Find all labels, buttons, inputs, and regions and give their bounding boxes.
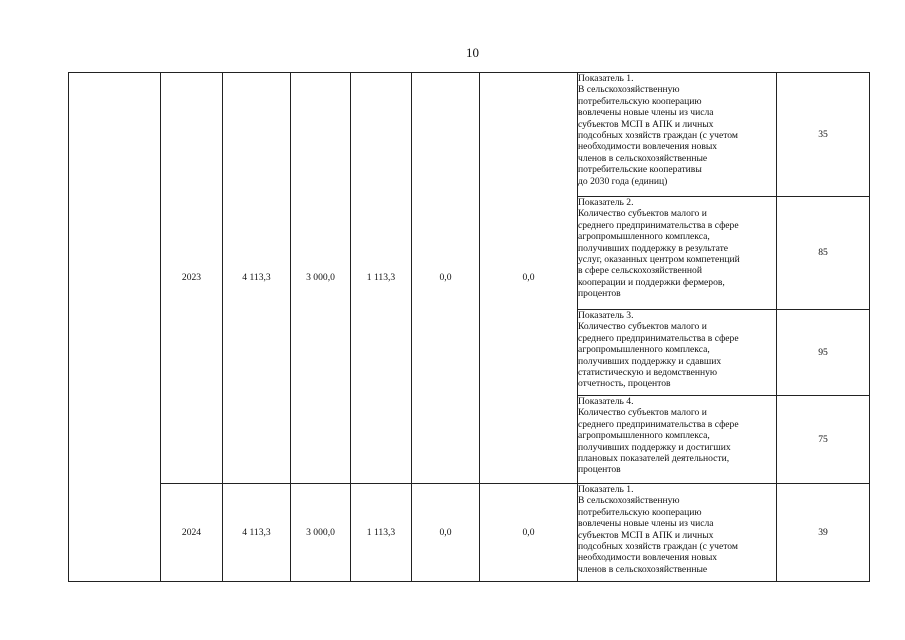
amount-cell: 0,0 bbox=[412, 73, 480, 484]
year-cell: 2024 bbox=[161, 484, 223, 582]
indicator-value: 39 bbox=[777, 484, 870, 582]
empty-merged-cell bbox=[69, 73, 161, 582]
total-cell: 4 113,3 bbox=[223, 73, 291, 484]
amount-cell: 1 113,3 bbox=[351, 484, 412, 582]
indicator-text: Показатель 4. Количество субъектов малого и среднего предпринимательства в сфере агропромышленного комплекса, получивших поддержку и достигших плановых показателей деятельности, процентов bbox=[578, 396, 777, 484]
indicator-text: Показатель 1. В сельскохозяйственную потребительскую кооперацию вовлечены новые члены из числа субъектов МСП в АПК и личных подсобных хозяйств граждан (с учетом необходимости вовлечения новых членов в сельскохозяйственные потребительские кооперативы до 2030 года (единиц) bbox=[578, 73, 777, 197]
indicator-text: Показатель 1. В сельскохозяйственную потребительскую кооперацию вовлечены новые члены из числа субъектов МСП в АПК и личных подсобных хозяйств граждан (с учетом необходимости вовлечения новых членов в сельскохозяйственные bbox=[578, 484, 777, 582]
year-cell: 2023 bbox=[161, 73, 223, 484]
total-cell: 4 113,3 bbox=[223, 484, 291, 582]
page-number: 10 bbox=[466, 45, 479, 60]
indicator-value: 85 bbox=[777, 197, 870, 310]
amount-cell: 0,0 bbox=[412, 484, 480, 582]
amount-cell: 0,0 bbox=[480, 484, 578, 582]
table-row bbox=[69, 484, 870, 582]
table-row bbox=[69, 73, 870, 197]
budget-indicators-table bbox=[68, 72, 870, 582]
indicator-text: Показатель 3. Количество субъектов малого и среднего предпринимательства в сфере агропромышленного комплекса, получивших поддержку и сдавших статистическую и ведомственную отчетность, процентов bbox=[578, 310, 777, 396]
amount-cell: 1 113,3 bbox=[351, 73, 412, 484]
indicator-value: 95 bbox=[777, 310, 870, 396]
amount-cell: 3 000,0 bbox=[291, 73, 351, 484]
amount-cell: 3 000,0 bbox=[291, 484, 351, 582]
indicator-value: 75 bbox=[777, 396, 870, 484]
indicator-value: 35 bbox=[777, 73, 870, 197]
amount-cell: 0,0 bbox=[480, 73, 578, 484]
indicator-text: Показатель 2. Количество субъектов малого и среднего предпринимательства в сфере агропромышленного комплекса, получивших поддержку в результате услуг, оказанных центром компетенций в сфере сельскохозяйственной кооперации и поддержки фермеров, процентов bbox=[578, 197, 777, 310]
